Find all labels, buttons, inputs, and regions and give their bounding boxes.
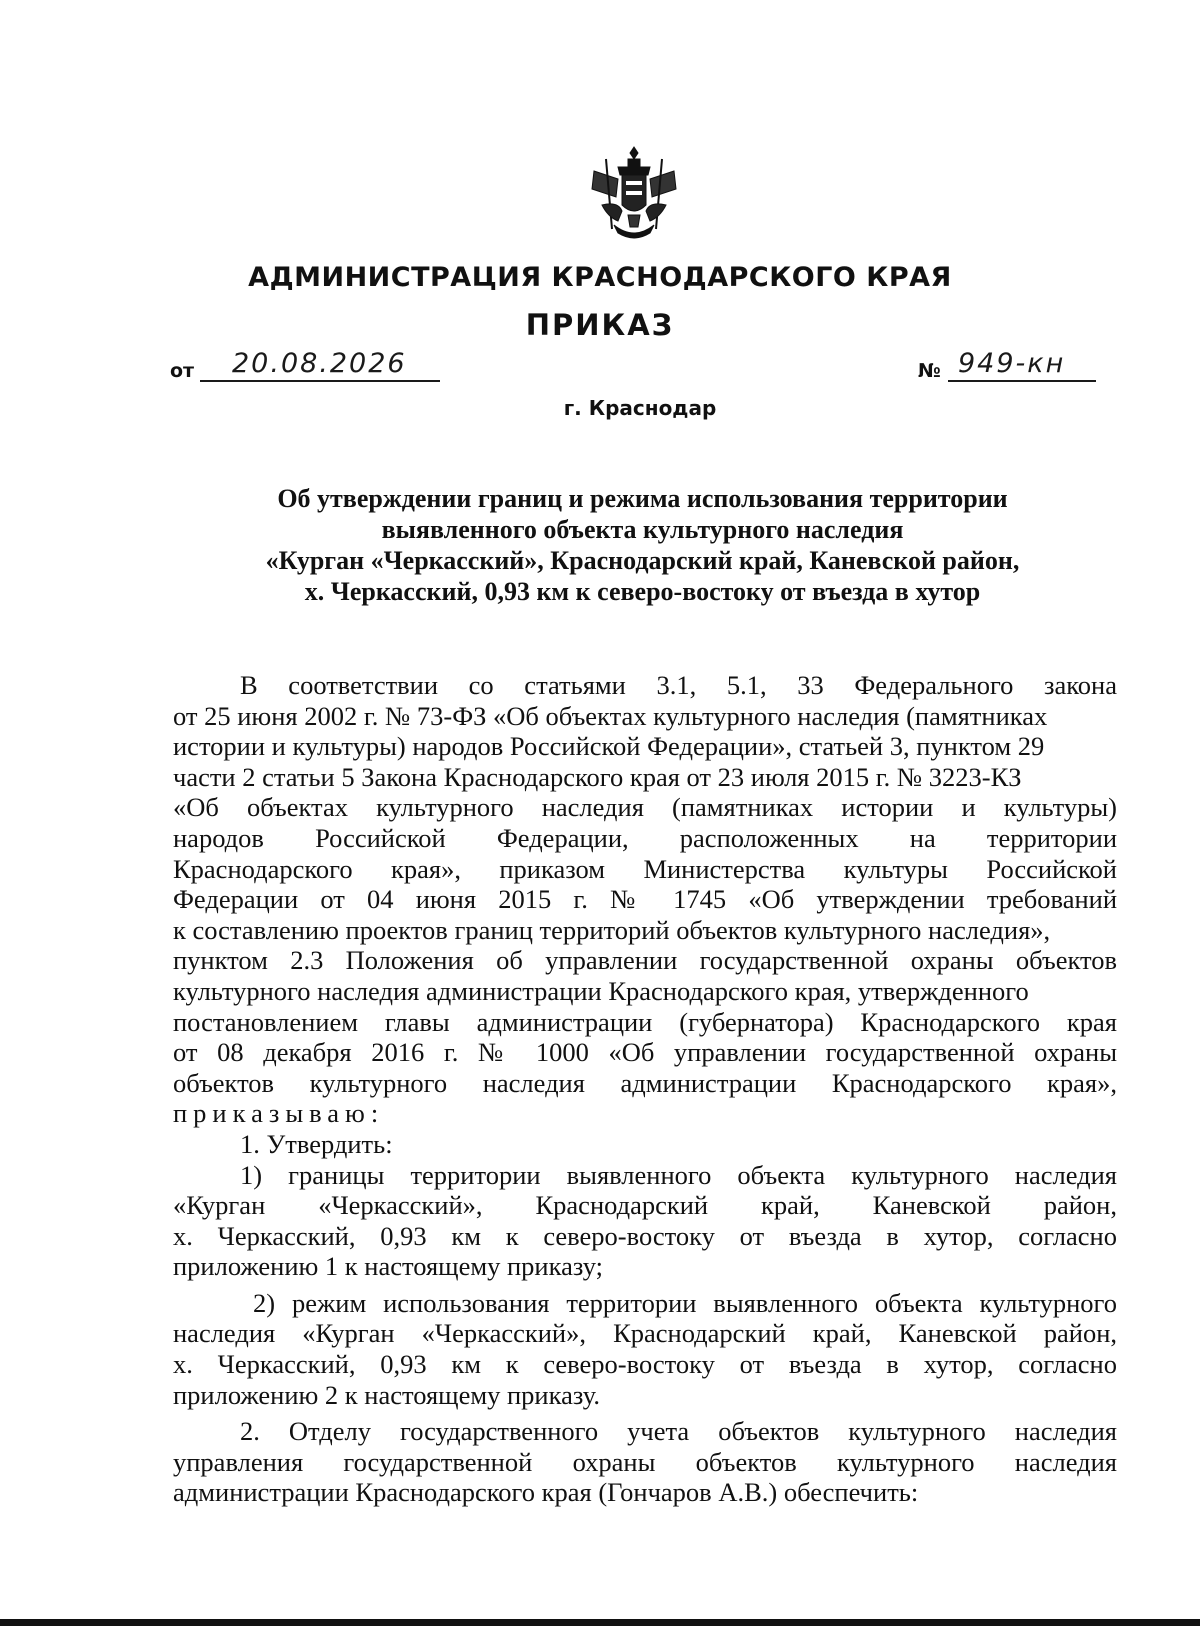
- title-line: «Курган «Черкасский», Краснодарский край, Каневской район,: [265, 546, 1020, 575]
- city-label: г. Краснодар: [563, 396, 717, 420]
- body-line: истории и культуры) народов Российской Федерации», статьей 3, пунктом 29: [173, 731, 1045, 762]
- scan-edge-border: [0, 1619, 1200, 1626]
- body-line: «Курган «Черкасский», Краснодарский край, Каневской район,: [173, 1190, 1117, 1221]
- title-line: выявленного объекта культурного наследия: [381, 515, 904, 544]
- item-1-sub-1: [173, 1160, 1117, 1282]
- body-line: культурного наследия администрации Краснодарского края, утвержденного: [173, 975, 1029, 1006]
- body-line: народов Российской Федерации, расположенных на территории: [173, 822, 1117, 853]
- body-line: «Об объектах культурного наследия (памятниках истории и культуры): [173, 792, 1117, 823]
- body-line: пунктом 2.3 Положения об управлении государственной охраны объектов: [173, 945, 1117, 976]
- body-line: от 25 июня 2002 г. № 73-ФЗ «Об объектах культурного наследия (памятниках: [173, 700, 1048, 731]
- body-line: 2) режим использования территории выявленного объекта культурного: [253, 1287, 1117, 1318]
- title-line: х. Черкасский, 0,93 км к северо-востоку от въезда в хутор: [304, 577, 981, 606]
- body-line: 2. Отделу государственного учета объектов культурного наследия: [240, 1416, 1117, 1447]
- document-title: [170, 483, 1115, 607]
- body-line: постановлением главы администрации (губернатора) Краснодарского края: [173, 1006, 1117, 1037]
- date-underline: [200, 380, 440, 382]
- item-2-paragraph: [173, 1416, 1117, 1508]
- date-value: 20.08.2026: [232, 348, 407, 379]
- title-line: Об утверждении границ и режима использования территории: [277, 484, 1008, 513]
- body-line: Краснодарского края», приказом Министерства культуры Российской: [173, 853, 1117, 884]
- body-line: 1) границы территории выявленного объекта культурного наследия: [240, 1159, 1117, 1190]
- body-line: х. Черкасский, 0,93 км к северо-востоку от въезда в хутор, согласно: [173, 1220, 1117, 1251]
- body-line: приложению 2 к настоящему приказу.: [173, 1379, 600, 1410]
- body-line: от 08 декабря 2016 г. № 1000 «Об управлении государственной охраны: [173, 1037, 1117, 1068]
- body-line: к составлению проектов границ территорий объектов культурного наследия»,: [173, 914, 1051, 945]
- body-line: Федерации от 04 июня 2015 г. № 1745 «Об утверждении требований: [173, 884, 1117, 915]
- preamble-paragraph: [173, 670, 1117, 1129]
- body-line: х. Черкасский, 0,93 км к северо-востоку от въезда в хутор, согласно: [173, 1349, 1117, 1380]
- number-underline: [948, 380, 1096, 382]
- number-label: №: [918, 360, 941, 382]
- body-line: наследия «Курган «Черкасский», Краснодарский край, Каневской район,: [173, 1318, 1117, 1349]
- document-type-title: ПРИКАЗ: [525, 308, 675, 342]
- date-label: от: [170, 360, 195, 382]
- document-body: [173, 670, 1117, 1508]
- number-value: 949-кн: [958, 348, 1066, 379]
- body-line: управления государственной охраны объектов культурного наследия: [173, 1446, 1117, 1477]
- coat-of-arms-emblem: [588, 145, 680, 245]
- order-word: приказываю:: [173, 1098, 385, 1129]
- organization-title: АДМИНИСТРАЦИЯ КРАСНОДАРСКОГО КРАЯ: [248, 262, 952, 293]
- body-line: администрации Краснодарского края (Гончаров А.В.) обеспечить:: [173, 1477, 919, 1508]
- item-1-heading: 1. Утвердить:: [240, 1128, 393, 1159]
- body-line: части 2 статьи 5 Закона Краснодарского края от 23 июля 2015 г. № 3223-КЗ: [173, 761, 1022, 792]
- body-line: В соответствии со статьями 3.1, 5.1, 33 Федерального закона: [240, 670, 1117, 700]
- body-line: объектов культурного наследия администрации Краснодарского края»,: [173, 1067, 1117, 1098]
- body-line: приложению 1 к настоящему приказу;: [173, 1251, 604, 1282]
- item-1-sub-2: [173, 1288, 1117, 1410]
